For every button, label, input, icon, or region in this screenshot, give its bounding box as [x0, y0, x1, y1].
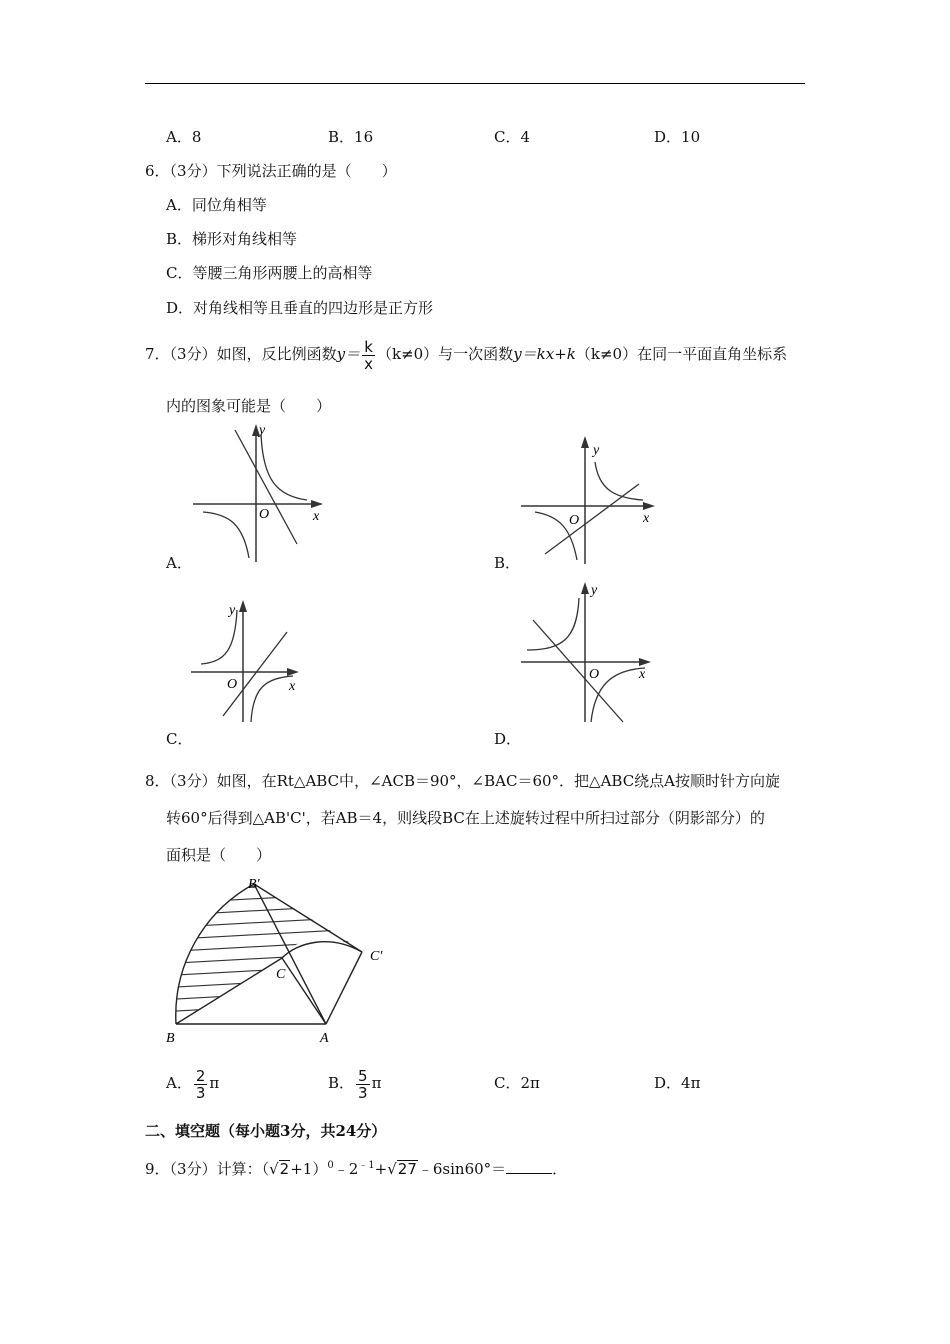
label-b: B	[166, 1031, 175, 1046]
graph-b-y-label: y	[593, 443, 600, 458]
q5-option-d[interactable]: D．10	[654, 128, 701, 146]
graph-a-x-label: x	[313, 509, 320, 524]
header-rule	[145, 83, 805, 84]
k-over-x-fraction: $\frac{k}{x}$	[364, 337, 373, 373]
q8-figure	[158, 872, 398, 1052]
q8-option-a[interactable]: A． $\frac{2}{3}$ π	[166, 1066, 220, 1102]
q8-option-d[interactable]: D．4π	[654, 1074, 701, 1092]
q7-graph-d	[515, 578, 675, 728]
section-2-title: 二、填空题（每小题3分，共24分）	[145, 1122, 387, 1140]
graph-d-x-label: x	[639, 667, 646, 682]
q8-line3: 面积是（ ）	[166, 846, 272, 864]
graph-c-x-label: x	[289, 679, 296, 694]
q5-option-c[interactable]: C．4	[494, 128, 531, 146]
graph-b-x-label: x	[643, 511, 650, 526]
q7-stem: 7．（3分）如图，反比例函数y＝ $\frac{k}{x}$ （k≠0）与一次函数y＝kx+k（k≠0）在同一平面直角坐标系	[145, 337, 788, 373]
q7-graph-a	[185, 420, 345, 570]
q6-option-c[interactable]: C．等腰三角形两腰上的高相等	[166, 264, 373, 282]
sqrt-27: 27	[397, 1160, 417, 1178]
q7-graph-b	[515, 432, 675, 572]
graph-d-y-label: y	[591, 583, 598, 598]
q8-option-b[interactable]: B． $\frac{5}{3}$ π	[328, 1066, 382, 1102]
q8-line2: 转60°后得到△AB'C'，若AB＝4，则线段BC在上述旋转过程中所扫过部分（阴影部分）的	[166, 809, 765, 827]
graph-b-origin: O	[569, 513, 580, 528]
label-c: C	[276, 967, 286, 982]
q8-line1: 8．（3分）如图，在Rt△ABC中，∠ACB＝90°，∠BAC＝60°．把△ABC绕点A按顺时针方向旋	[145, 772, 781, 790]
graph-d-origin: O	[589, 667, 600, 682]
q6-option-d[interactable]: D．对角线相等且垂直的四边形是正方形	[166, 299, 434, 317]
q5-option-b[interactable]: B．16	[328, 128, 374, 146]
sqrt-2: 2	[279, 1160, 290, 1178]
q6-option-a[interactable]: A．同位角相等	[166, 196, 267, 214]
q6-stem: 6．（3分）下列说法正确的是（ ）	[145, 162, 397, 180]
graph-a-origin: O	[259, 507, 270, 522]
graph-c-y-label: y	[229, 603, 236, 618]
graph-c-origin: O	[227, 677, 238, 692]
label-c-prime: C′	[370, 949, 383, 964]
q9-stem: 9．（3分）计算：$(√2+1)^0﹣2^{﹣1}+√27﹣6\sin 60^\circ=$ ．	[145, 1160, 568, 1178]
q7-stem-cont: 内的图象可能是（ ）	[166, 397, 332, 415]
q6-option-b[interactable]: B．梯形对角线相等	[166, 230, 298, 248]
q9-answer-blank[interactable]	[506, 1159, 552, 1174]
q7-graph-c	[185, 598, 315, 728]
graph-a-y-label: y	[259, 423, 266, 438]
q7-option-c[interactable]: C．	[166, 730, 193, 748]
q7-option-a[interactable]: A．	[166, 554, 192, 572]
q8-option-c[interactable]: C．2π	[494, 1074, 540, 1092]
label-b-prime: B′	[248, 877, 260, 892]
q7-option-b[interactable]: B．	[494, 554, 521, 572]
q5-option-a[interactable]: A．8	[166, 128, 202, 146]
label-a: A	[320, 1031, 329, 1046]
q7-option-d[interactable]: D．	[494, 730, 522, 748]
